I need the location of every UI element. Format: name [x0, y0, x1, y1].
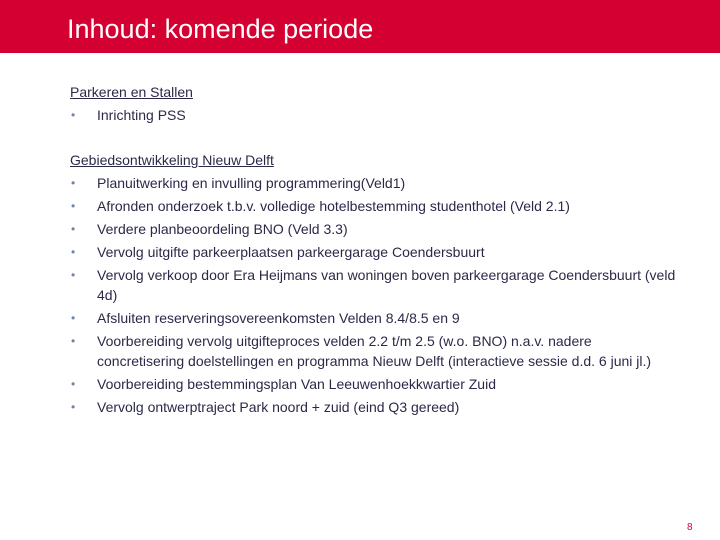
- list-item: • Verdere planbeoordeling BNO (Veld 3.3): [71, 221, 348, 237]
- list-item: • Vervolg uitgifte parkeerplaatsen parkeergarage Coendersbuurt: [71, 244, 485, 260]
- bullet-icon: •: [71, 245, 76, 259]
- slide-content: [70, 82, 690, 417]
- bullet-icon: •: [71, 222, 76, 236]
- bullet-icon: •: [71, 311, 76, 325]
- list-item: • Inrichting PSS: [71, 107, 186, 123]
- bullet-icon: •: [71, 108, 76, 122]
- bullet-icon: •: [71, 334, 76, 348]
- bullet-icon: •: [71, 268, 76, 282]
- section-parkeren: [70, 82, 690, 125]
- list-item: • Voorbereiding vervolg uitgifteproces velden 2.2 t/m 2.5 (w.o. BNO) n.a.v. nadere concretisering doelstellingen en programma Nieuw Delft (interactieve sessie d.d. 6 juni jl.): [71, 333, 652, 369]
- bullet-icon: •: [71, 199, 76, 213]
- title-bar: [0, 0, 720, 53]
- bullet-list: [70, 173, 690, 417]
- bullet-icon: •: [71, 400, 76, 414]
- list-item: • Planuitwerking en invulling programmering(Veld1): [71, 175, 406, 191]
- page-number: 8: [687, 522, 693, 533]
- list-item: • Afronden onderzoek t.b.v. volledige hotelbestemming studenthotel (Veld 2.1): [71, 198, 570, 214]
- bullet-list: [70, 105, 690, 125]
- section-heading: Parkeren en Stallen: [70, 84, 193, 100]
- section-heading: Gebiedsontwikkeling Nieuw Delft: [70, 152, 274, 168]
- section-gebiedsontwikkeling: [70, 150, 690, 417]
- bullet-icon: •: [71, 377, 76, 391]
- slide-title: Inhoud: komende periode: [67, 14, 374, 44]
- bullet-icon: •: [71, 176, 76, 190]
- list-item: • Voorbereiding bestemmingsplan Van Leeuwenhoekkwartier Zuid: [71, 376, 496, 392]
- list-item: • Vervolg verkoop door Era Heijmans van woningen boven parkeergarage Coendersbuurt (veld 4d): [71, 267, 676, 303]
- list-item: • Afsluiten reserveringsovereenkomsten Velden 8.4/8.5 en 9: [71, 310, 460, 326]
- list-item: • Vervolg ontwerptraject Park noord + zuid (eind Q3 gereed): [71, 399, 460, 415]
